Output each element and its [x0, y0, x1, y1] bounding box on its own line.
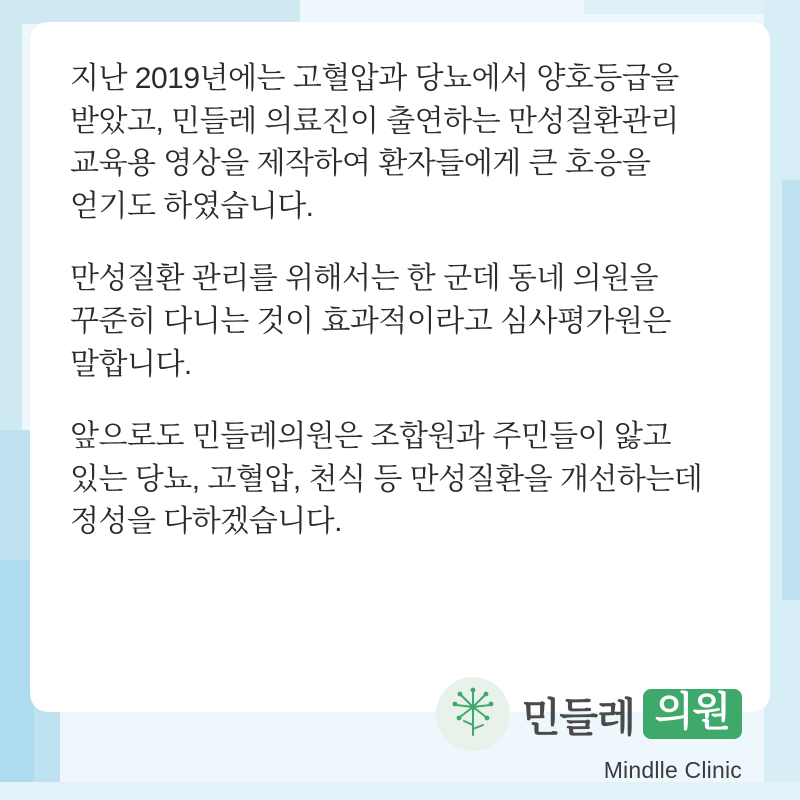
logo-name-en: Mindlle Clinic [603, 757, 742, 783]
decor-right-mid-block [782, 180, 800, 600]
logo-name-ko-badge: 의원 [643, 689, 742, 739]
decor-left-lower-block-2 [0, 560, 34, 800]
decor-top-left-band [0, 0, 300, 24]
decor-bottom-band [0, 782, 800, 800]
body-paragraph-3: 앞으로도 민들레의원은 조합원과 주민들이 앓고 있는 당뇨, 고혈압, 천식 등 만성질환을 개선하는데 정성을 다하겠습니다. [70, 420, 703, 539]
decor-top-right-band [584, 0, 764, 14]
content-card [30, 22, 770, 712]
body-paragraph-1: 지난 2019년에는 고혈압과 당뇨에서 양호등급을 받았고, 민들레 의료진이 출연하는 만성질환관리 교육용 영상을 제작하여 환자들에게 큰 호응을 얻기도 하였습니다. [70, 62, 679, 223]
logo-row [436, 677, 742, 751]
body-paragraph-2: 만성질환 관리를 위해서는 한 군데 동네 의원을 꾸준히 다니는 것이 효과적이라고 심사평가원은 말합니다. [70, 262, 671, 381]
dandelion-icon [436, 677, 510, 751]
clinic-logo [436, 677, 742, 784]
logo-name-ko-prefix: 민들레 [521, 695, 635, 740]
logo-name-ko [522, 686, 742, 743]
